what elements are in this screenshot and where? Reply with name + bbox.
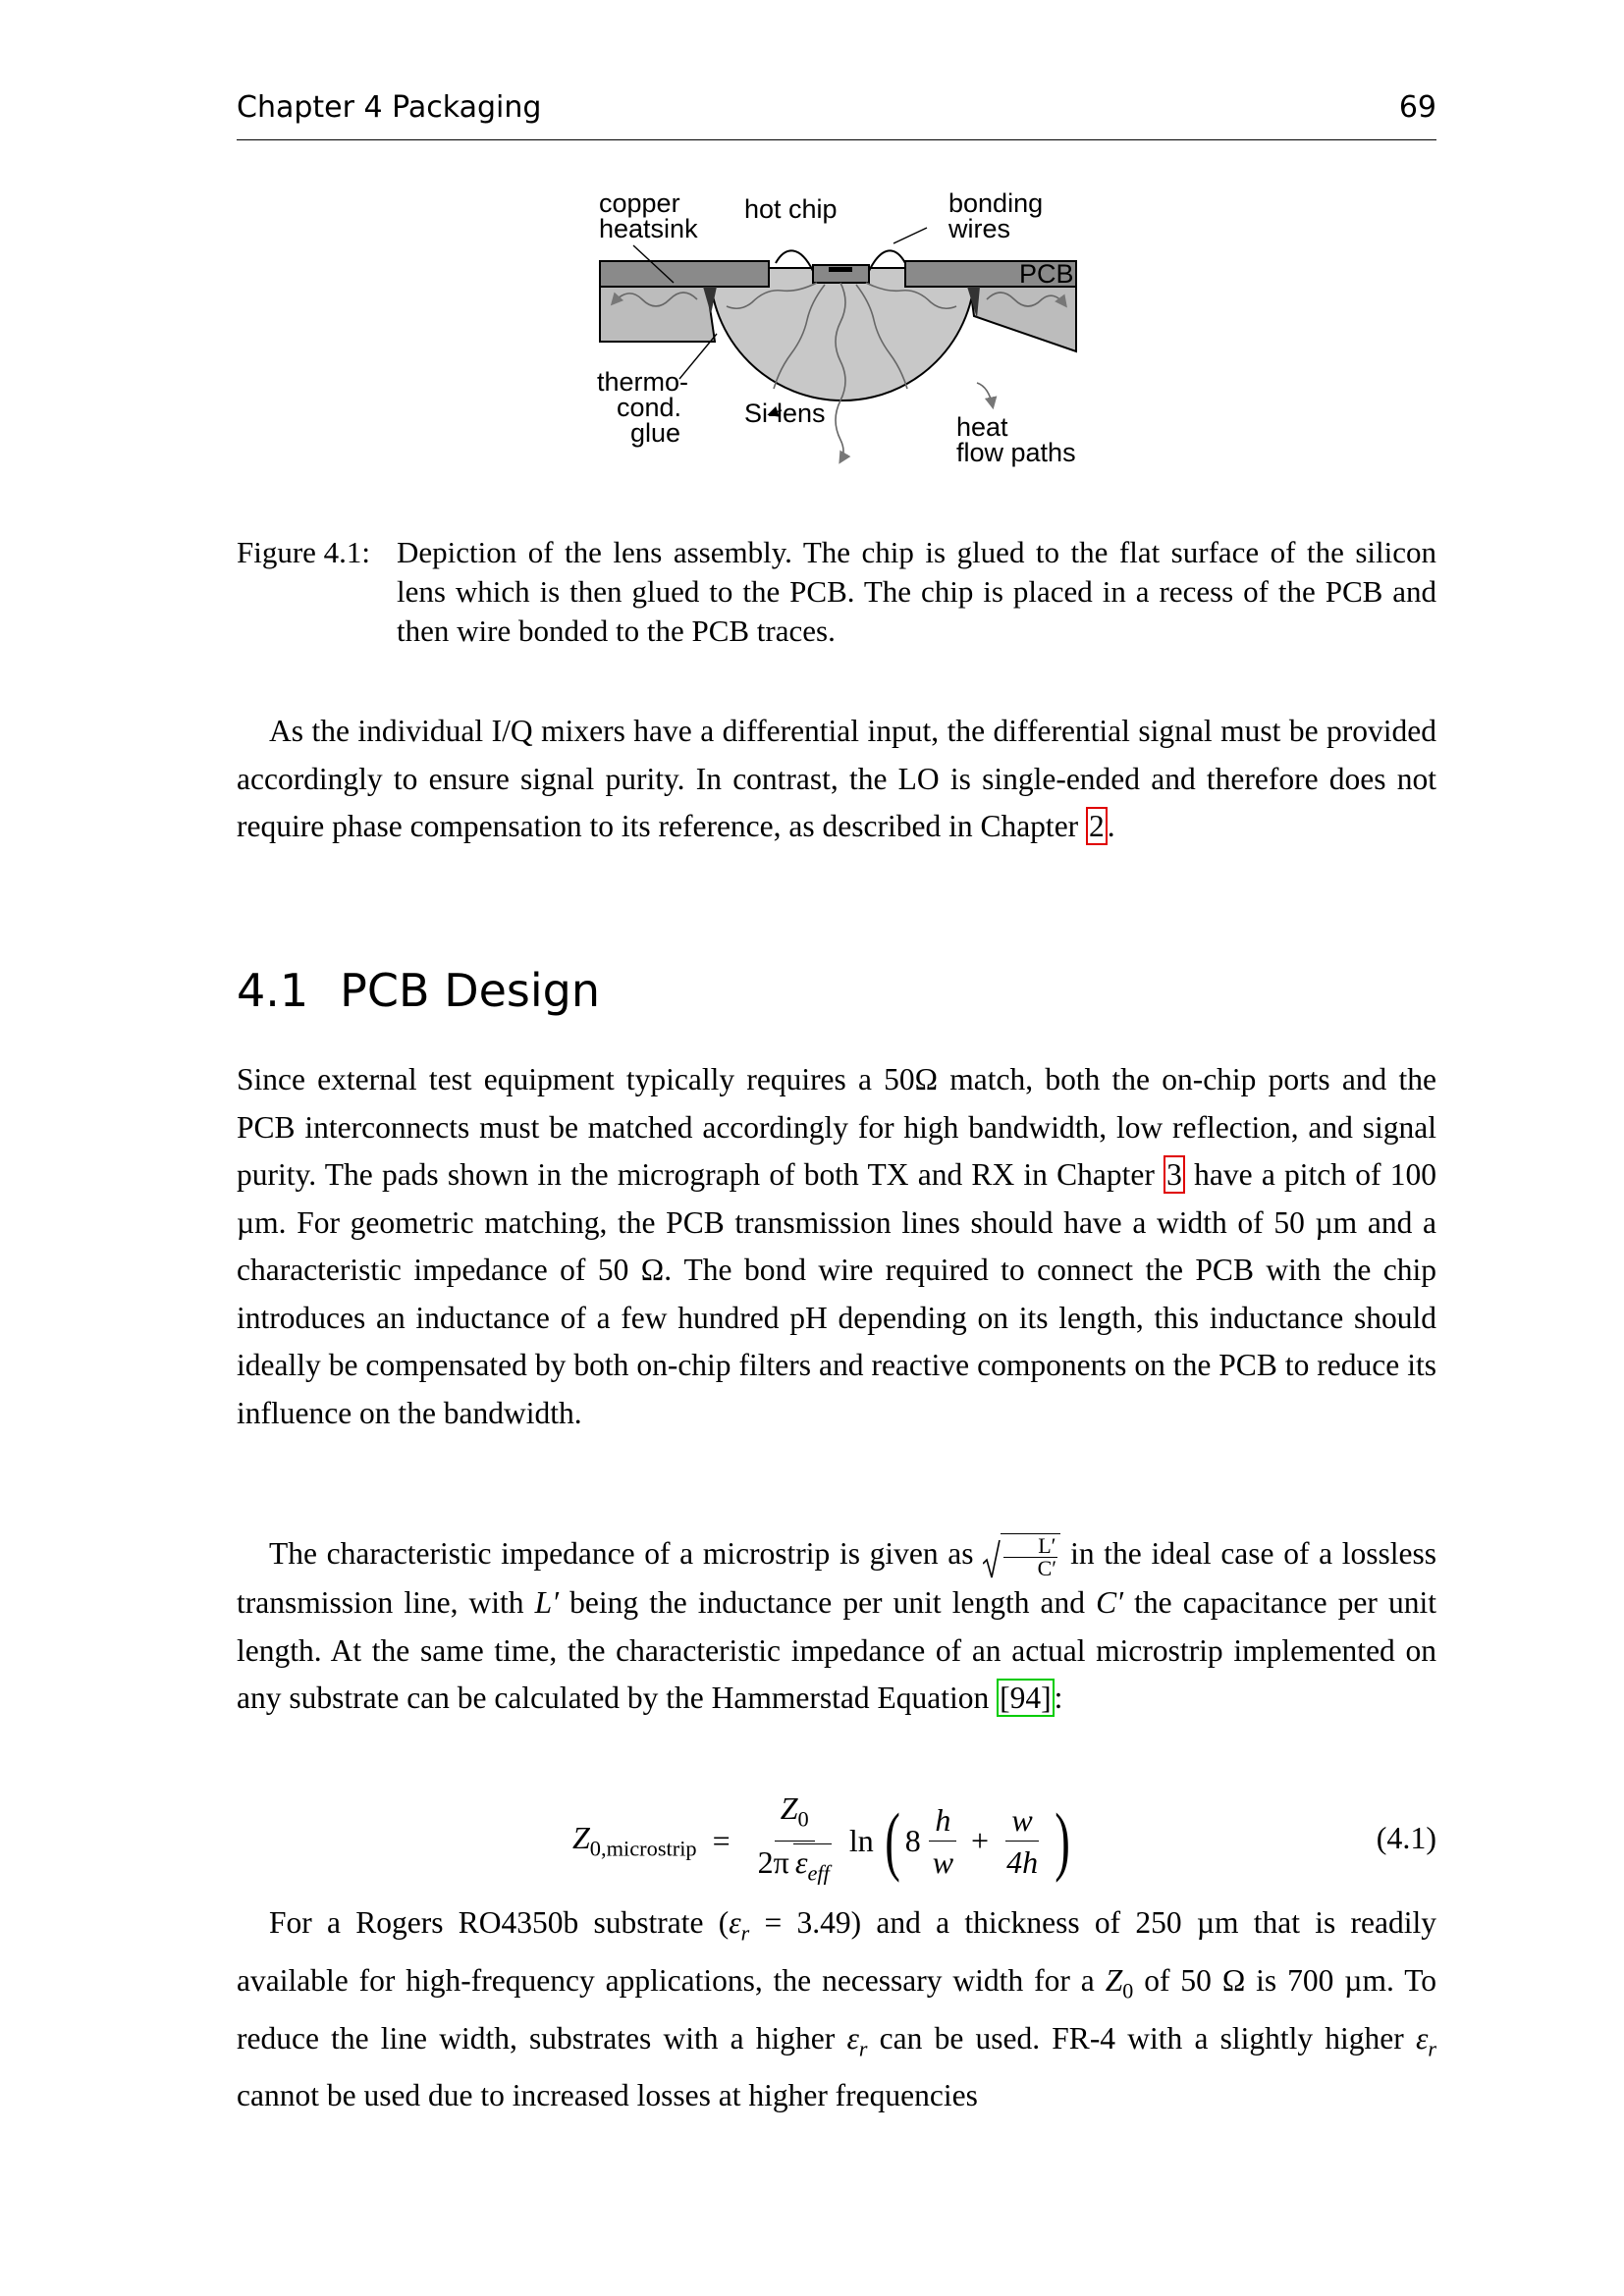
eq-equals: = bbox=[712, 1822, 731, 1858]
label-bonding: bonding bbox=[948, 188, 1044, 218]
right-heatsink-lower bbox=[970, 287, 1076, 351]
epsilon-r-3-sub: r bbox=[1428, 2035, 1436, 2060]
chapter-ref-link[interactable]: 2 bbox=[1086, 807, 1108, 845]
page-number: 69 bbox=[1398, 90, 1436, 125]
caption-text: Depiction of the lens assembly. The chip is glued to the flat surface of the silicon lens which is then glued to the PCB. The chip is placed in a recess of the PCB and then wire bonded to the PCB traces. bbox=[397, 535, 1436, 648]
label-thermo: thermo- bbox=[597, 367, 689, 397]
sqrt-numerator: L′ bbox=[1003, 1535, 1057, 1558]
eq-two-pi: 2π bbox=[757, 1843, 789, 1880]
equation-number: (4.1) bbox=[1376, 1820, 1436, 1855]
pcb-design-paragraph bbox=[237, 1056, 1436, 1437]
epsilon-r: ε bbox=[729, 1905, 741, 1940]
section-number: 4.1 bbox=[237, 964, 309, 1017]
eq-h: h bbox=[929, 1801, 956, 1842]
capacitance-symbol: C′ bbox=[1096, 1585, 1124, 1621]
eq-lhs: Z bbox=[572, 1819, 590, 1855]
sqrt-denominator: C′ bbox=[1037, 1556, 1057, 1581]
label-cond: cond. bbox=[617, 393, 682, 422]
eq-w-over-4h bbox=[1001, 1801, 1044, 1881]
para3-text-a: For a Rogers RO4350b substrate ( bbox=[269, 1905, 730, 1940]
label-flow-paths: flow paths bbox=[956, 438, 1076, 467]
para3-text-b: = 3.49) and a thickness of 250 µm that is readily available for high-frequency applications, the necessary width for a bbox=[237, 1905, 1437, 1998]
para1-text-b: have a pitch of 100 µm. For geometric matching, the PCB transmission lines should have a width of 50 µm and a characteristic impedance of 50 Ω. The bond wire required to connect the PCB with the chip introduces an inductance of a few hundred pH depending on its length, this inductance should ideally be compensated by both on-chip filters and reactive components on the PCB to reduce its influence on the bandwidth. bbox=[237, 1157, 1436, 1430]
label-heatsink: heatsink bbox=[599, 214, 698, 243]
sqrt-lc-expression bbox=[983, 1533, 1060, 1579]
epsilon-r-sub: r bbox=[740, 1920, 750, 1946]
intro-text: As the individual I/Q mixers have a differential input, the differential signal must be provided accordingly to ensure signal purity. In contrast, the LO is single-ended and therefore does not require phase compensation to its reference, as described in Chapter bbox=[237, 714, 1436, 843]
caption-label: Figure 4.1: bbox=[237, 535, 371, 569]
para2-end: : bbox=[1054, 1681, 1063, 1716]
eq-w: w bbox=[932, 1843, 954, 1880]
lens-assembly-figure bbox=[589, 187, 1100, 520]
z0-symbol: Z bbox=[1105, 1962, 1123, 1998]
para3-text-d: can be used. FR-4 with a slightly higher bbox=[867, 2020, 1416, 2056]
substrate-paragraph bbox=[237, 1899, 1436, 2120]
label-wires: wires bbox=[948, 214, 1011, 243]
label-hot-chip: hot chip bbox=[744, 194, 838, 224]
para2-text-a: The characteristic impedance of a microstrip is given as bbox=[269, 1536, 974, 1571]
para3-text-e: cannot be used due to increased losses at higher frequencies bbox=[237, 2078, 978, 2113]
equation-body: $Z_{0,microstrip}$ = $\frac{Z_0}{2\pi \varepsilon_{eff}}$ ln ( 8 $\frac{h}{w}$ + $\frac{w}{4h}$ ) bbox=[572, 1787, 1075, 1895]
chapter-title: Chapter 4 Packaging bbox=[237, 90, 542, 125]
para2-text-c: being the inductance per unit length and bbox=[569, 1585, 1086, 1621]
figure-caption bbox=[237, 533, 1436, 651]
eq-h-over-w bbox=[927, 1801, 959, 1881]
eq-z0-sub: 0 bbox=[797, 1806, 809, 1832]
label-copper: copper bbox=[599, 188, 680, 218]
intro-end: . bbox=[1107, 809, 1115, 843]
eq-z0: Z bbox=[780, 1790, 798, 1827]
running-header bbox=[237, 90, 1436, 140]
eq-eight: 8 bbox=[904, 1822, 921, 1858]
inductance-symbol: L′ bbox=[534, 1585, 560, 1621]
para2-text-d: the capacitance per unit length. At the same time, the characteristic impedance of an actual microstrip implemented on any substrate can be calculated by the Hammerstad Equation bbox=[237, 1585, 1436, 1716]
para3-text-c: of 50 Ω is 700 µm. To reduce the line width, substrates with a higher bbox=[237, 1962, 1436, 2056]
para2-text-b: in the ideal case of a lossless transmission line, with bbox=[237, 1536, 1437, 1621]
para1-text-a: Since external test equipment typically requires a 50Ω match, both the on-chip ports and the PCB interconnects must be matched accordingly for high bandwidth, low reflection, and signal purity. The pads shown in the micrograph of both TX and RX in Chapter bbox=[237, 1062, 1436, 1192]
eq-epsilon: ε bbox=[794, 1843, 808, 1880]
label-heat: heat bbox=[956, 412, 1008, 442]
label-pcb: PCB bbox=[1019, 259, 1074, 289]
citation-94-link[interactable]: [94] bbox=[997, 1679, 1054, 1717]
section-heading bbox=[237, 964, 600, 1017]
intro-paragraph bbox=[237, 708, 1436, 851]
eq-main-fraction bbox=[752, 1789, 838, 1892]
epsilon-r-2-sub: r bbox=[858, 2035, 868, 2060]
left-heatsink-shape bbox=[600, 261, 769, 287]
equation-4-1 bbox=[237, 1787, 1436, 1895]
z0-sub: 0 bbox=[1122, 1978, 1134, 2003]
label-si-lens: Si-lens bbox=[744, 399, 826, 428]
eq-epsilon-sub: eff bbox=[807, 1859, 830, 1885]
epsilon-r-3: ε bbox=[1415, 2020, 1429, 2056]
epsilon-r-2: ε bbox=[846, 2020, 859, 2056]
eq-4h: 4h bbox=[1006, 1843, 1039, 1880]
eq-w-numerator: w bbox=[1005, 1801, 1038, 1842]
left-heatsink-lower bbox=[600, 287, 715, 342]
chapter-3-ref-link[interactable]: 3 bbox=[1164, 1155, 1185, 1194]
eq-lhs-subscript: 0,microstrip bbox=[589, 1836, 697, 1861]
eq-plus: + bbox=[971, 1822, 990, 1858]
eq-ln: ln bbox=[848, 1822, 874, 1858]
impedance-paragraph bbox=[237, 1530, 1436, 1723]
label-glue: glue bbox=[630, 418, 681, 448]
section-title-text: PCB Design bbox=[340, 964, 601, 1017]
